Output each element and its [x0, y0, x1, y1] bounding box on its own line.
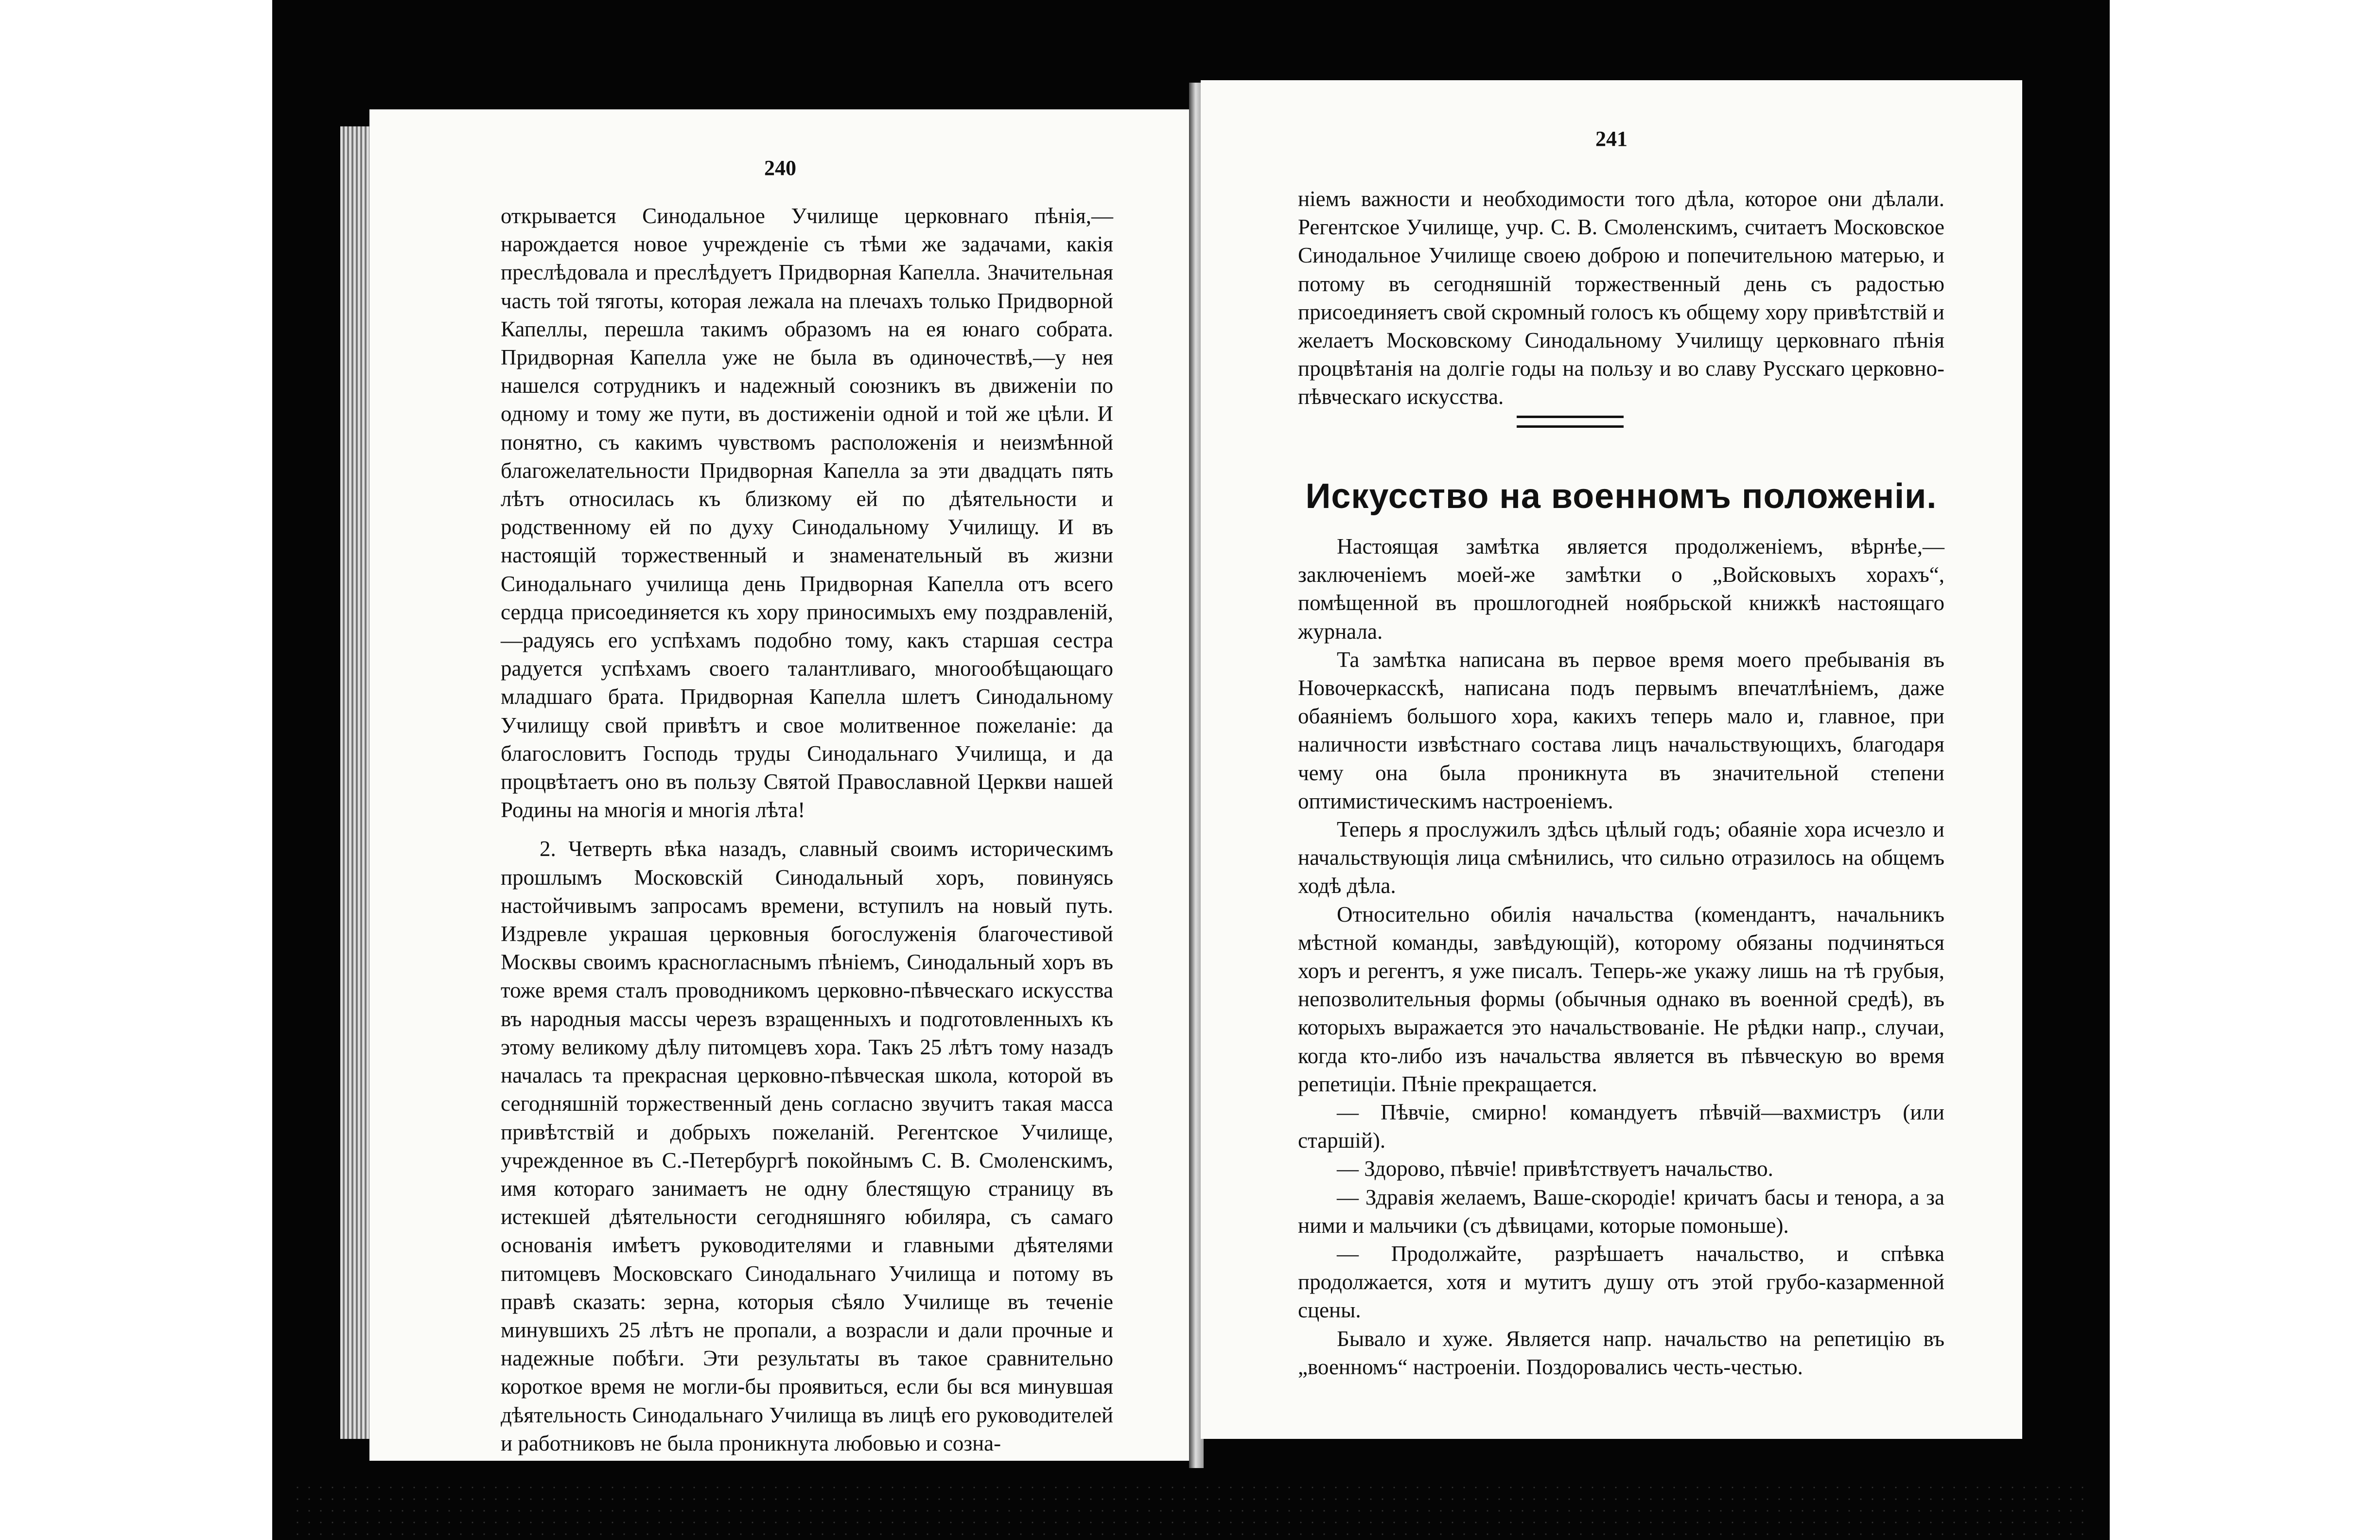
paragraph: Та замѣтка написана въ первое время моего пребыванія въ Новочеркасскѣ, написана подъ первымъ впечатлѣніемъ, даже обаяніемъ большого хора, какихъ теперь мало и, главное, при наличности извѣстнаго состава лицъ начальствующихъ, благодаря чему она была проникнута въ значительной степени оптимистическимъ настроеніемъ.	[1298, 647, 1944, 813]
left-page-text	[501, 202, 1113, 1457]
page-number: 240	[764, 156, 796, 180]
page-number: 241	[1595, 127, 1628, 151]
right-page-continuation	[1298, 185, 1944, 411]
scan-noise	[292, 1482, 2090, 1540]
paragraph: Относительно обилія начальства (комендантъ, начальникъ мѣстной команды, завѣдующій), которому обязаны подчиняться хоръ и регентъ, я уже писалъ. Теперь-же укажу лишь на тѣ грубыя, непозволительныя формы (обычныя однако въ военной средѣ), въ которыхъ выражается это начальствованіе. Не рѣдки напр., случаи, когда кто-либо изъ начальства является въ пѣвческую во время репетиціи. Пѣніе прекращается.	[1298, 902, 1944, 1096]
article-title: Искусство на военномъ положеніи.	[1305, 477, 1937, 516]
right-page-article-text	[1298, 532, 1944, 1381]
paragraph: Настоящая замѣтка является продолженіемъ, вѣрнѣе,—заключеніемъ моей-же замѣтки о „Войсковыхъ хорахъ“, помѣщенной въ прошлогодней ноябрьской книжкѣ настоящаго журнала.	[1298, 534, 1944, 644]
paragraph: ніемъ важности и необходимости того дѣла, которое они дѣлали. Регентское Училище, учр. С. В. Смоленскимъ, считаетъ Московское Синодальное Училище своею доброю и попечительною матерью, и потому въ сегодняшній торжественный день съ радостью присоединяетъ свой скромный голосъ къ общему хору привѣтствій и желаетъ Московскому Синодальному Училищу церковнаго пѣнія процвѣтанія на долгіе годы на пользу и во славу Русскаго церковно-пѣвческаго искусства.	[1298, 187, 1944, 409]
paragraph: 2. Четверть вѣка назадъ, славный своимъ историческимъ прошлымъ Московскій Синодальный хоръ, повинуясь настойчивымъ запросамъ времени, вступилъ на новый путь. Издревле украшая церковныя богослуженія благочестивой Москвы своимъ красногласнымъ пѣніемъ, Синодальный хоръ въ тоже время сталъ проводникомъ церковно-пѣвческаго искусства въ народныя массы черезъ взращенныхъ и подготовленныхъ къ этому великому дѣлу питомцевъ хора. Такъ 25 лѣтъ тому назадъ началась та прекрасная церковно-пѣвческая школа, которой въ сегодняшній торжественный день согласно звучитъ такая масса привѣтствій и добрыхъ пожеланій. Регентское Училище, учрежденное въ С.-Петербургѣ покойнымъ С. В. Смоленскимъ, имя котораго занимаетъ не одну блестящую страницу въ истекшей дѣятельности сегодняшняго юбиляра, съ самаго основанія имѣетъ руководителями и главными дѣятелями питомцевъ Московскаго Синодальнаго Училища и потому въ правѣ сказать: зерна, которыя сѣяло Училище въ теченіе минувшихъ 25 лѣтъ не пропали, а возрасли и дали прочные и надежные побѣги. Эти результаты въ такое сравнительно короткое время не могли-бы проявиться, если бы вся минувшая дѣятельность Синодальнаго Училища въ лицѣ его руководителей и работниковъ не была проникнута любовью и созна-	[501, 837, 1113, 1455]
dialogue-line: — Продолжайте, разрѣшаетъ начальство, и спѣвка продолжается, хотя и мутитъ душу отъ этой грубо-казарменной сцены.	[1298, 1242, 1944, 1323]
dialogue-line: — Здравія желаемъ, Ваше-скородіе! кричатъ басы и тенора, а за ними и мальчики (съ дѣвицами, которые помоньше).	[1298, 1185, 1944, 1238]
left-page	[369, 109, 1194, 1461]
section-divider	[1517, 425, 1624, 428]
dialogue-line: — Пѣвчіе, смирно! командуетъ пѣвчій—вахмистръ (или старшій).	[1298, 1100, 1944, 1153]
paragraph: открывается Синодальное Училище церковнаго пѣнія,—нарождается новое учрежденіе съ тѣми же задачами, какія преслѣдовала и преслѣдуетъ Придворная Капелла. Значительная часть той тяготы, которая лежала на плечахъ только Придворной Капеллы, перешла такимъ образомъ на ея юнаго собрата. Придворная Капелла уже не была въ одиночествѣ,—у нея нашелся сотрудникъ и надежный союзникъ въ движеніи по одному и тому же пути, въ достиженіи одной и той же цѣли. И понятно, съ какимъ чувствомъ расположенія и неизмѣнной благожелательности Придворная Капелла за эти двадцать пять лѣтъ относилась къ близкому ей по дѣятельности и родственному ей по духу Синодальному Училищу. И въ настоящій торжественный и знаменательный въ жизни Синодальнаго училища день Придворная Капелла отъ всего сердца присоединяется къ хору приносимыхъ ему поздравленій,—радуясь его успѣхамъ подобно тому, какъ старшая сестра радуется успѣхамъ своего талантливаго, многообѣщающаго младшаго брата. Придворная Капелла шлетъ Синодальному Училищу свой привѣтъ и свое молитвенное пожеланіе: да благословитъ Господь труды Синодальнаго Училища, и да процвѣтаетъ оно въ пользу Святой Православной Церкви нашей Родины на многія и многія лѣта!	[501, 204, 1113, 822]
section-divider	[1517, 416, 1624, 418]
dialogue-line: — Здорово, пѣвчіе! привѣтствуетъ начальство.	[1337, 1156, 1773, 1181]
paragraph: Теперь я прослужилъ здѣсь цѣлый годъ; обаяніе хора исчезло и начальствующія лица смѣнились, что сильно отразилось на общемъ ходѣ дѣла.	[1298, 817, 1944, 898]
book-page-edges	[340, 126, 369, 1439]
paragraph: Бывало и хуже. Является напр. начальство на репетицію въ „военномъ“ настроеніи. Поздоровались честь-честью.	[1298, 1326, 1944, 1379]
right-page	[1201, 80, 2022, 1439]
